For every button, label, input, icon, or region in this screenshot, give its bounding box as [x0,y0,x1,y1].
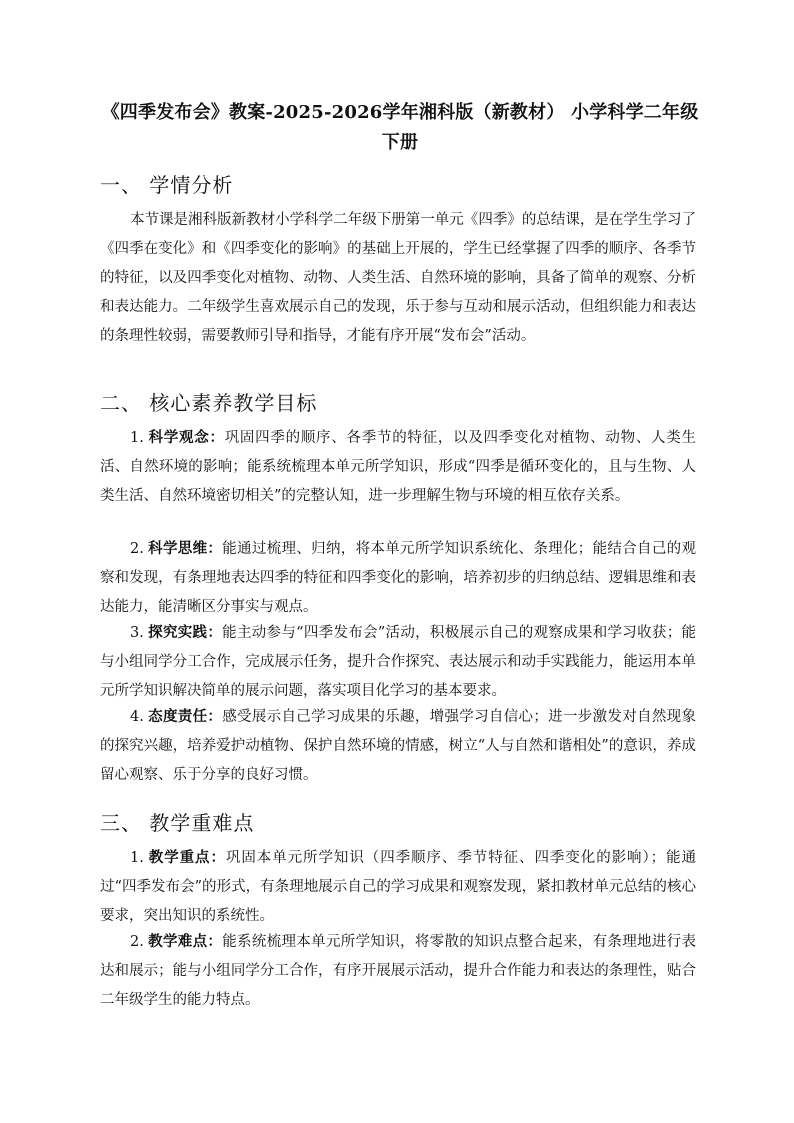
item-term: 教学重点： [147,850,226,866]
objective-item [100,703,696,790]
section-heading-analysis: 一、 学情分析 [100,173,234,197]
item-number: 1. [130,430,144,446]
item-number: 1. [130,850,144,866]
section-heading-key-points: 三、 教学重难点 [100,811,255,835]
item-text: 感受展示自己学习成果的乐趣，增强学习自信心；进一步激发对自然现象的探究兴趣，培养爱护动植物、保护自然环境的情感，树立“人与自然和谐相处”的意识，养成留心观察、乐于分享的良好习惯。 [100,709,696,783]
section-heading-objectives: 二、 核心素养教学目标 [100,391,318,415]
paragraph-analysis [100,206,696,351]
document-title: 《四季发布会》教案-2025-2026学年湘科版（新教材） 小学科学二年级下册 [101,102,699,153]
item-term: 态度责任： [147,709,223,725]
key-point-item [100,928,696,1015]
item-term: 教学难点： [147,934,223,950]
item-text: 能通过梳理、归纳，将本单元所学知识系统化、条理化；能结合自己的观察和发现，有条理地表达四季的特征和四季变化的影响，培养初步的归纳总结、逻辑思维和表达能力，能清晰区分事实与观点。 [100,541,696,615]
item-text: 能系统梳理本单元所学知识，将零散的知识点整合起来，有条理地进行表达和展示；能与小组同学分工合作，有序开展展示活动，提升合作能力和表达的条理性，贴合二年级学生的能力特点。 [100,934,696,1008]
item-number: 3. [130,625,144,641]
item-text: 巩固四季的顺序、各季节的特征，以及四季变化对植物、动物、人类生活、自然环境的影响；能系统梳理本单元所学知识，形成“四季是循环变化的，且与生物、人类生活、自然环境密切相关”的完整认知，进一步理解生物与环境的相互依存关系。 [100,430,696,504]
objective-item [100,619,696,706]
item-number: 2. [130,541,144,557]
key-point-item [100,844,696,931]
paragraph-text: 本节课是湘科版新教材小学科学二年级下册第一单元《四季》的总结课，是在学生学习了《四季在变化》和《四季变化的影响》的基础上开展的，学生已经掌握了四季的顺序、各季节的特征，以及四季变化对植物、动物、人类生活、自然环境的影响，具备了简单的观察、分析和表达能力。二年级学生喜欢展示自己的发现，乐于参与互动和展示活动，但组织能力和表达的条理性较弱，需要教师引导和指导，才能有序开展“发布会”活动。 [100,212,696,344]
item-number: 2. [130,934,144,950]
item-term: 科学思维： [147,541,223,557]
item-term: 科学观念： [147,430,225,446]
objective-item [100,424,696,511]
item-number: 4. [130,709,144,725]
item-term: 探究实践： [147,625,223,641]
item-text: 能主动参与“四季发布会”活动，积极展示自己的观察成果和学习收获；能与小组同学分工合作，完成展示任务，提升合作探究、表达展示和动手实践能力，能运用本单元所学知识解决简单的展示问题，落实项目化学习的基本要求。 [100,625,697,699]
objective-item [100,535,696,622]
item-text: 巩固本单元所学知识（四季顺序、季节特征、四季变化的影响）；能通过“四季发布会”的形式，有条理地展示自己的学习成果和观察发现，紧扣教材单元总结的核心要求，突出知识的系统性。 [100,850,697,924]
